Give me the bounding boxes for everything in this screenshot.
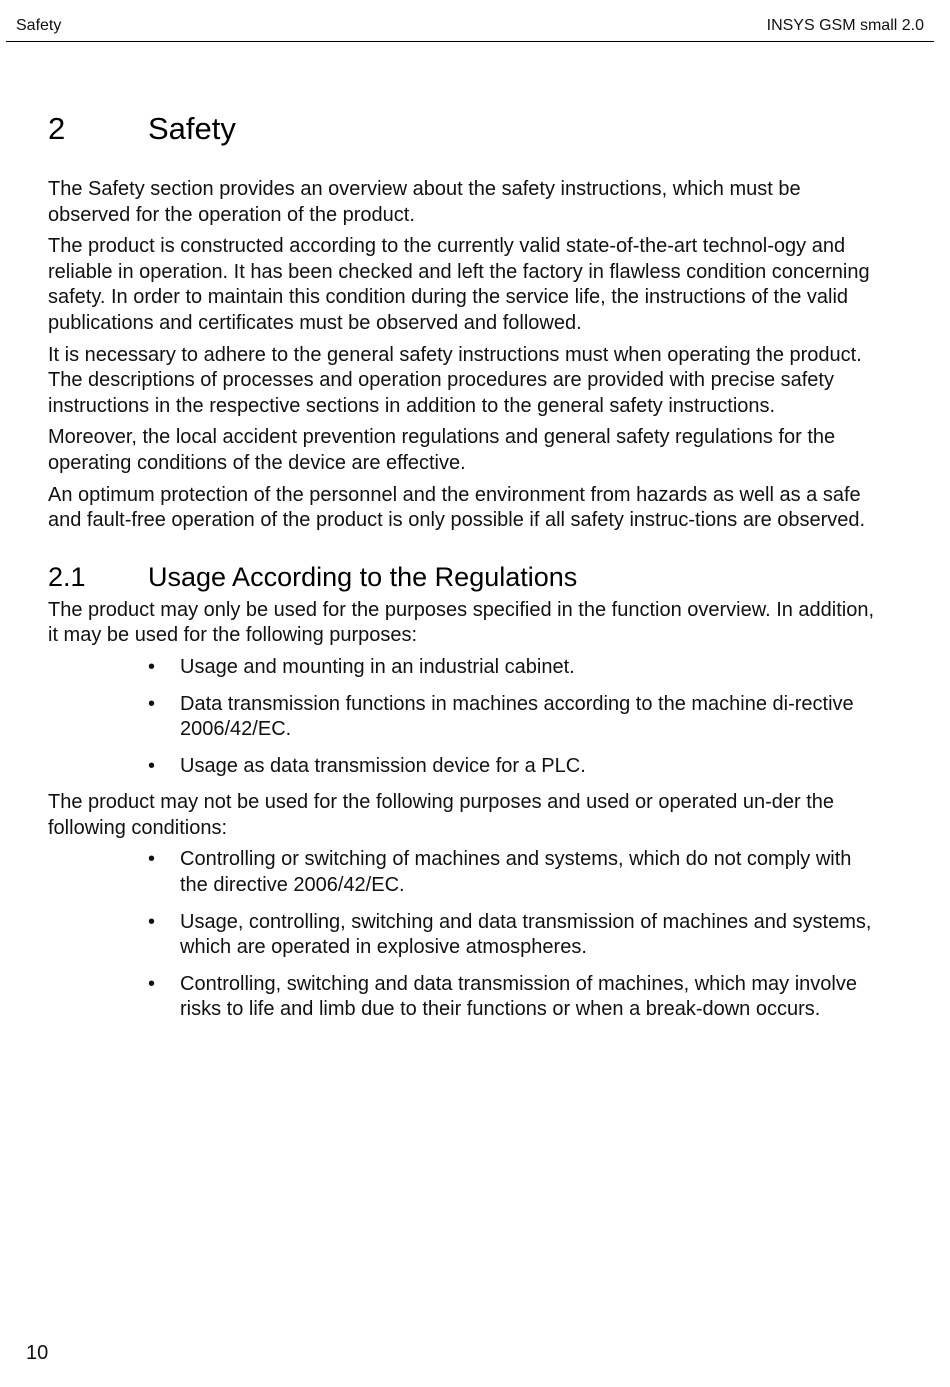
list-item-text: Data transmission functions in machines according to the machine di-rective 2006/42/EC. [180, 692, 854, 741]
forbidden-intro: The product may not be used for the following purposes and used or operated un-der the following conditions: [48, 791, 835, 839]
forbidden-uses-list [48, 847, 876, 1023]
list-item [148, 754, 876, 780]
bullet-icon: • [148, 754, 156, 777]
section-heading [48, 108, 876, 150]
list-item [148, 847, 876, 898]
page-number: 10 [26, 1342, 49, 1364]
paragraph: The Safety section provides an overview about the safety instructions, which must be observed for the operation of the product. [48, 178, 801, 226]
subsection-title: Usage According to the Regulations [148, 561, 578, 592]
list-item-text: Controlling or switching of machines and systems, which do not comply with the directive 2006/42/EC. [180, 848, 852, 897]
page-content [48, 108, 876, 1034]
list-item-text: Usage, controlling, switching and data transmission of machines and systems, which are operated in explosive atmospheres. [180, 910, 872, 959]
list-item [148, 692, 876, 743]
paragraph: An optimum protection of the personnel and the environment from hazards as well as a safe and fault-free operation of the product is only possible if all safety instruc-tions are observed. [48, 483, 866, 532]
list-item-text: Usage and mounting in an industrial cabinet. [180, 655, 575, 678]
bullet-icon: • [148, 848, 156, 871]
allowed-intro: The product may only be used for the purposes specified in the function overview. In addition, it may be used for the following purposes: [48, 598, 875, 647]
running-header [6, 14, 934, 42]
bullet-icon: • [148, 655, 156, 678]
bullet-icon: • [148, 910, 156, 933]
section-title: Safety [148, 111, 236, 146]
bullet-icon: • [148, 972, 156, 995]
subsection-heading [48, 560, 876, 594]
list-item-text: Controlling, switching and data transmission of machines, which may involve risks to life and limb due to their functions or when a break-down occurs. [180, 972, 857, 1021]
paragraph: Moreover, the local accident prevention regulations and general safety regulations for the operating conditions of the device are effective. [48, 426, 836, 474]
paragraph: The product is constructed according to the currently valid state-of-the-art technol-ogy and reliable in operation. It has been checked and left the factory in flawless condition concerning safety. In order to maintain this condition during the service life, the instructions of the valid publications and certificates must be observed and followed. [48, 235, 870, 334]
header-product-name: INSYS GSM small 2.0 [766, 17, 924, 34]
subsection-number: 2.1 [48, 561, 86, 592]
bullet-icon: • [148, 692, 156, 715]
list-item-text: Usage as data transmission device for a PLC. [180, 754, 586, 777]
list-item [148, 655, 876, 681]
list-item [148, 910, 876, 961]
header-chapter-name: Safety [16, 17, 62, 34]
list-item [148, 972, 876, 1023]
paragraph: It is necessary to adhere to the general safety instructions must when operating the product. The descriptions of processes and operation procedures are provided with precise safety instructions in the respective sections in addition to the general safety instructions. [48, 343, 862, 417]
allowed-uses-list [48, 655, 876, 779]
section-number: 2 [48, 111, 66, 146]
